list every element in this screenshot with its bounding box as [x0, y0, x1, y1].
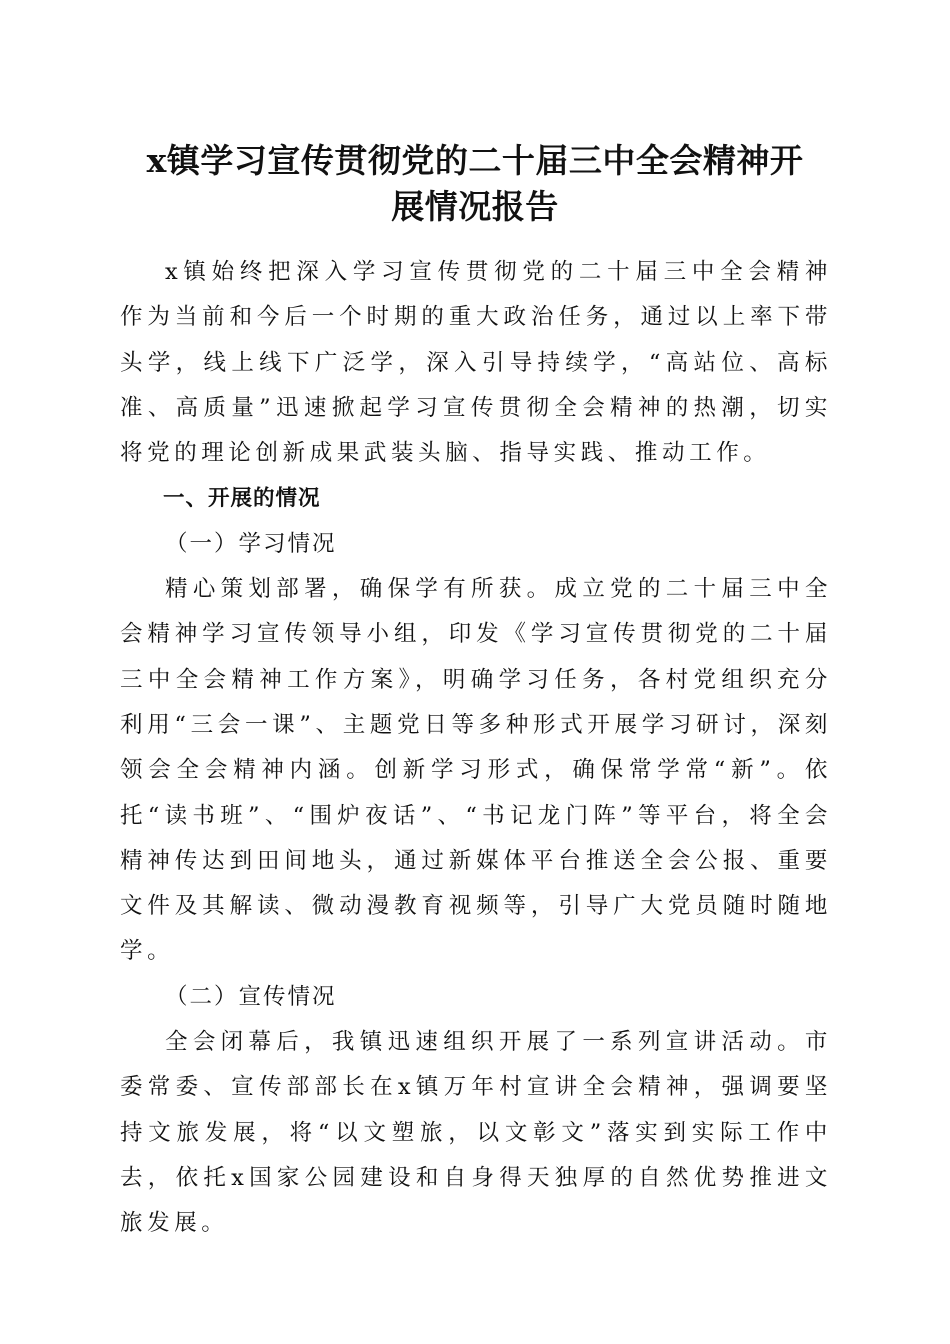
section-heading-1: 一、开展的情况	[163, 486, 321, 512]
subsection-paragraph-2: 全会闭幕后，我镇迅速组织开展了一系列宣讲活动。市委常委、宣传部部长在x镇万年村宣讲全会精神，强调要坚持文旅发展，将“以文塑旅，以文彰文”落实到实际工作中去，依托x国家公园建设和自身得天独厚的自然优势推进文旅发展。	[120, 1029, 832, 1237]
subsection-heading-2: （二）宣传情况	[165, 983, 337, 1010]
title-line-1: x镇学习宣传贯彻党的二十届三中全会精神开	[146, 141, 804, 180]
document-body	[120, 250, 832, 1247]
title-line-2: 展情况报告	[391, 187, 559, 226]
subsection-heading-1: （一）学习情况	[165, 530, 337, 557]
subsection-paragraph-1: 精心策划部署，确保学有所获。成立党的二十届三中全会精神学习宣传领导小组，印发《学习宣传贯彻党的二十届三中全会精神工作方案》，明确学习任务，各村党组织充分利用“三会一课”、主题党日等多种形式开展学习研讨，深刻领会全会精神内涵。创新学习形式，确保常学常“新”。依托“读书班”、“围炉夜话”、“书记龙门阵”等平台，将全会精神传达到田间地头，通过新媒体平台推送全会公报、重要文件及其解读、微动漫教育视频等，引导广大党员随时随地学。	[120, 576, 832, 965]
intro-paragraph: x镇始终把深入学习宣传贯彻党的二十届三中全会精神作为当前和今后一个时期的重大政治任务，通过以上率下带头学，线上线下广泛学，深入引导持续学，“高站位、高标准、高质量”迅速掀起学习宣传贯彻全会精神的热潮，切实将党的理论创新成果武装头脑、指导实践、推动工作。	[120, 259, 832, 467]
document-title	[100, 138, 850, 230]
